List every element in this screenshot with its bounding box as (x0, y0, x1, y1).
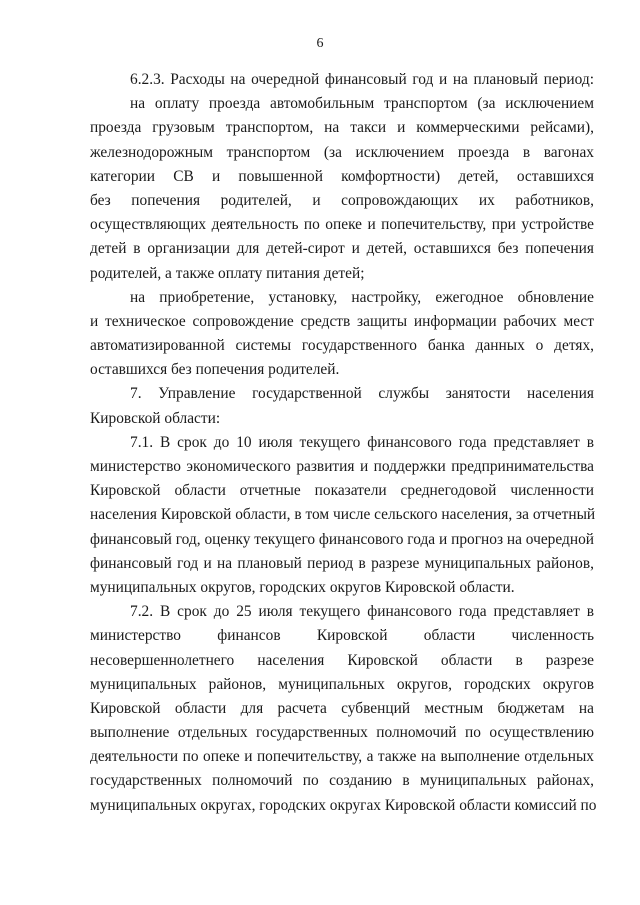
text-line: 7.1. В срок до 10 июля текущего финансового года представляет в (130, 433, 594, 451)
text-line: муниципальных районов, муниципальных округов, городских округов (90, 675, 594, 693)
text-line: финансовый год и на плановый период в разрезе муниципальных районов, (90, 554, 594, 572)
text-line: населения Кировской области, в том числе сельского населения, за отчетный (90, 506, 596, 524)
text-line: Кировской области: (90, 409, 221, 427)
text-line: министерство финансов Кировской области численность (90, 627, 594, 645)
text-line: детей в организации для детей-сирот и детей, оставшихся без попечения (90, 240, 594, 258)
text-line: выполнение отдельных государственных полномочий по осуществлению (90, 724, 594, 742)
text-line: министерство экономического развития и поддержки предпринимательства (90, 458, 594, 475)
text-line: 6.2.3. Расходы на очередной финансовый год и на плановый период: (130, 71, 594, 88)
text-line: родителей, а также оплату питания детей; (90, 264, 365, 282)
text-line: категории СВ и повышенной комфортности) детей, оставшихся (90, 167, 594, 185)
document-body (90, 68, 597, 818)
text-line: несовершеннолетнего населения Кировской области в разрезе (90, 651, 594, 669)
page-number: 6 (316, 36, 324, 51)
text-line: проезда грузовым транспортом, на такси и коммерческими рейсами), (90, 119, 594, 137)
text-line: на оплату проезда автомобильным транспортом (за исключением (130, 95, 594, 113)
text-line: государственных полномочий по созданию в муниципальных районах, (90, 772, 594, 790)
section-heading: 7. Управление государственной службы занятости населения (130, 385, 594, 403)
text-line: автоматизированной системы государственного банка данных о детях, (90, 337, 594, 355)
text-line: 7.2. В срок до 25 июля текущего финансового года представляет в (130, 603, 594, 621)
text-line: финансовый год, оценку текущего финансового года и прогноз на очередной (90, 530, 594, 548)
text-line: Кировской области отчетные показатели среднегодовой численности (90, 482, 594, 500)
text-line: осуществляющих деятельность по опеке и попечительству, при устройстве (90, 216, 594, 234)
text-line: и техническое сопровождение средств защиты информации рабочих мест (90, 312, 594, 330)
text-line: железнодорожным транспортом (за исключением проезда в вагонах (90, 143, 594, 161)
text-line: на приобретение, установку, настройку, ежегодное обновление (130, 288, 594, 306)
text-line: Кировской области для расчета субвенций местным бюджетам на (90, 699, 594, 717)
text-line: муниципальных округов, городских округов Кировской области. (90, 578, 515, 596)
text-line: без попечения родителей, и сопровождающих их работников, (90, 191, 594, 209)
text-line: деятельности по опеке и попечительству, а также на выполнение отдельных (90, 748, 594, 766)
text-line: оставшихся без попечения родителей. (90, 361, 340, 379)
text-line: муниципальных округах, городских округах Кировской области комиссий по (90, 796, 597, 814)
